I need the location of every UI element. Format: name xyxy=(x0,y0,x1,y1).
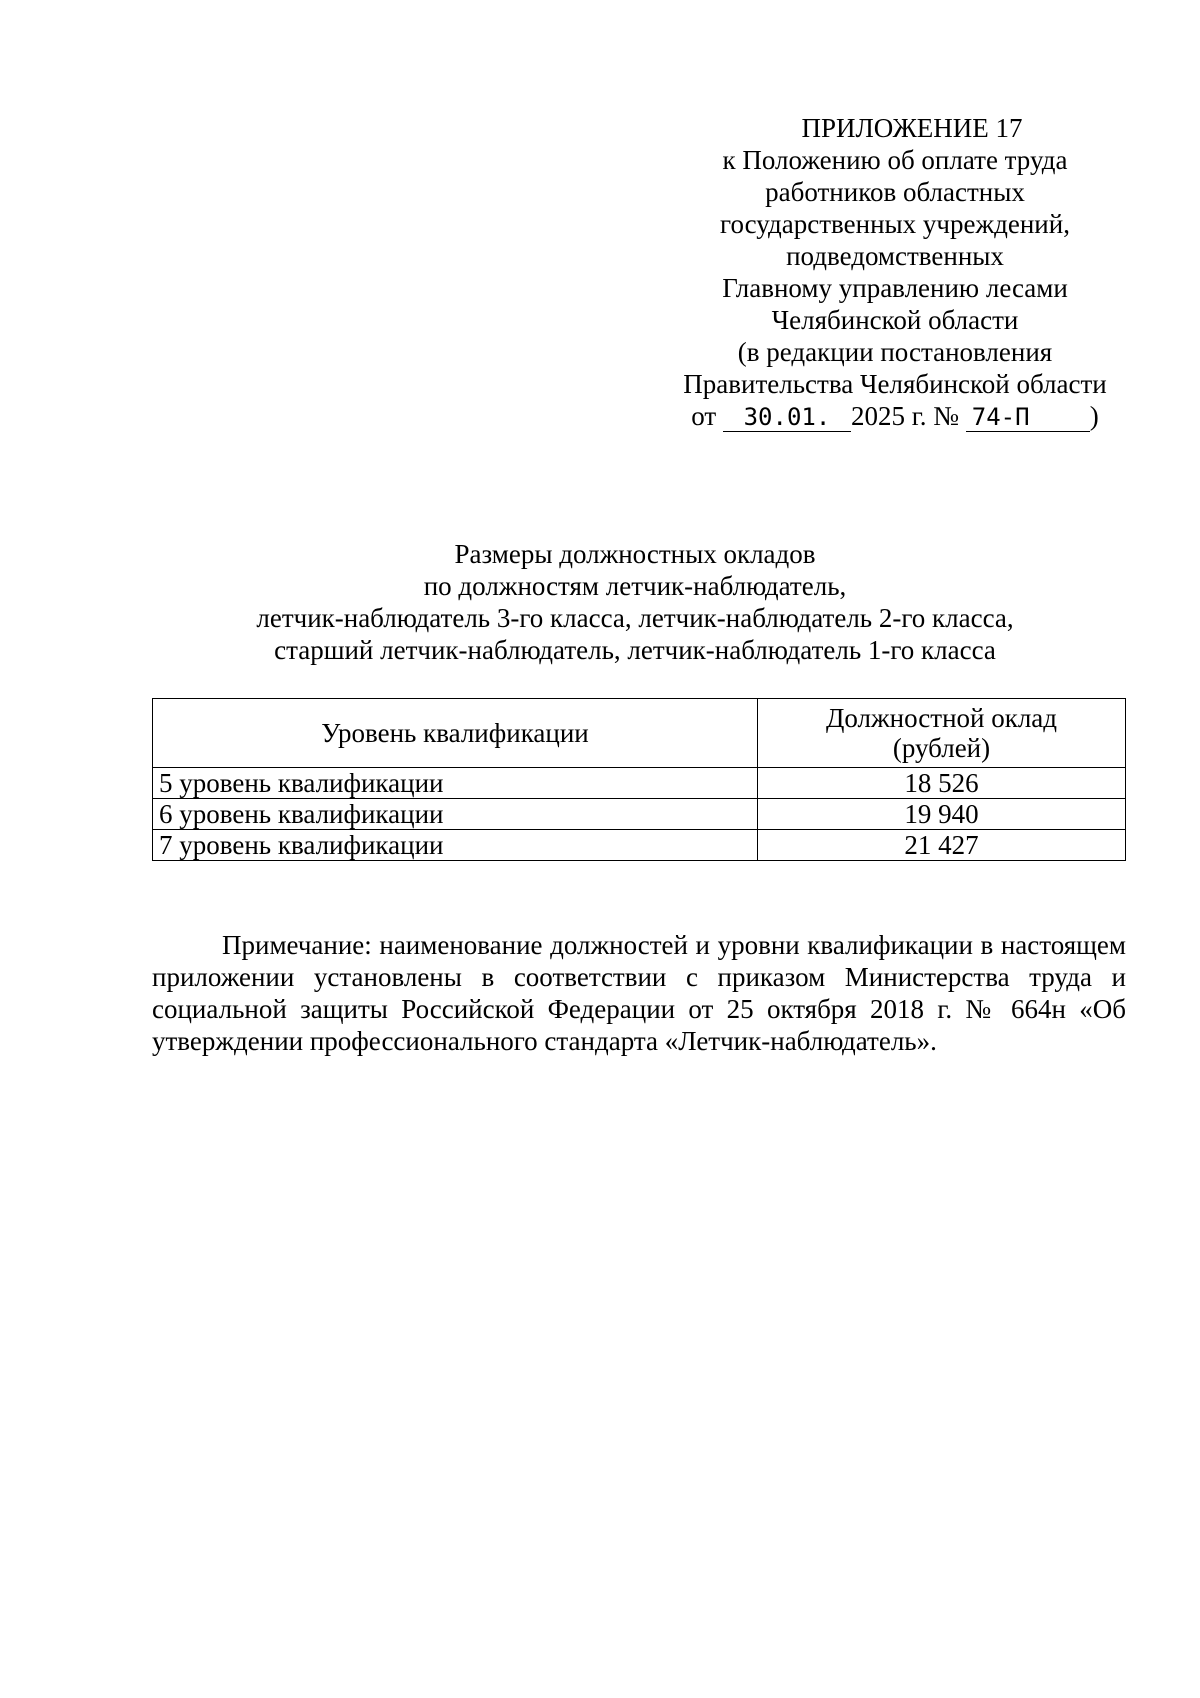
table-row xyxy=(153,830,1126,861)
cell-level: 5 уровень квалификации xyxy=(153,768,758,799)
annex-line: Главному управлению лесами xyxy=(722,273,1068,303)
title-line: летчик-наблюдатель 3-го класса, летчик-наблюдатель 2-го класса, xyxy=(256,603,1014,633)
note-paragraph: Примечание: наименование должностей и уровни квалификации в настоящем приложении установлены в соответствии с приказом Министерства труда и социальной защиты Российской Федерации от 25 октября 2018 г. № 664н «Об утверждении профессионального стандарта «Летчик-наблюдатель». xyxy=(152,930,1126,1056)
date-value: 30.01. xyxy=(723,403,851,432)
table-row xyxy=(153,799,1126,830)
title-line: старший летчик-наблюдатель, летчик-наблюдатель 1-го класса xyxy=(274,635,996,665)
annex-header xyxy=(660,112,1130,432)
annex-line: к Положению об оплате труда xyxy=(722,145,1068,175)
cell-salary: 21 427 xyxy=(758,830,1126,861)
document-title xyxy=(140,538,1130,666)
cell-level: 7 уровень квалификации xyxy=(153,830,758,861)
annex-line: Правительства Челябинской области xyxy=(683,369,1107,399)
annex-line: Челябинской области xyxy=(771,305,1019,335)
annex-title: ПРИЛОЖЕНИЕ 17 xyxy=(801,113,1023,143)
annex-line: (в редакции постановления xyxy=(737,337,1053,367)
title-line: по должностям летчик-наблюдатель, xyxy=(423,571,847,601)
annex-line: государственных учреждений, xyxy=(720,209,1070,239)
date-prefix: от xyxy=(691,401,717,431)
date-year: 2025 г. № xyxy=(850,401,959,431)
annex-line: подведомственных xyxy=(786,241,1004,271)
cell-salary: 18 526 xyxy=(758,768,1126,799)
header-salary-line1: Должностной оклад xyxy=(825,703,1058,733)
cell-level: 6 уровень квалификации xyxy=(153,799,758,830)
table-header-row xyxy=(153,699,1126,768)
title-line: Размеры должностных окладов xyxy=(454,539,816,569)
closing-paren: ) xyxy=(1089,401,1099,431)
cell-salary: 19 940 xyxy=(758,799,1126,830)
annex-line: работников областных xyxy=(765,177,1025,207)
header-salary xyxy=(758,699,1126,768)
document-number: 74-П xyxy=(966,403,1090,432)
annex-date-line xyxy=(660,400,1130,432)
header-level: Уровень квалификации xyxy=(153,699,758,768)
header-salary-line2: (рублей) xyxy=(892,733,991,763)
salary-table xyxy=(152,698,1126,861)
table-row xyxy=(153,768,1126,799)
